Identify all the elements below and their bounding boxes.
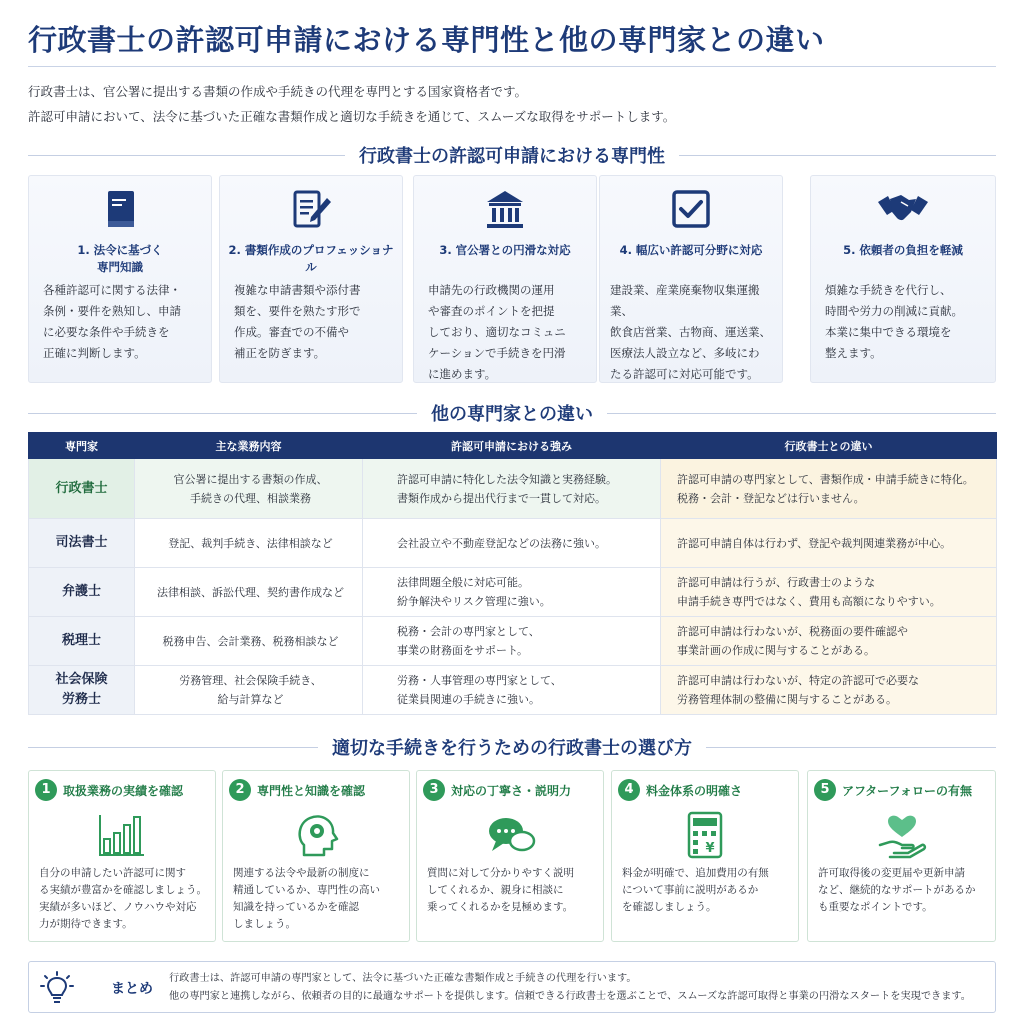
intro-line-1: 行政書士は、官公署に提出する書類の作成や手続きの代理を専門とする国家資格者です。 (28, 84, 528, 99)
comparison-table (28, 432, 997, 715)
handshake-icon (875, 182, 931, 238)
lightbulb-icon (39, 970, 75, 1006)
column-header-duties: 主な業務内容 (135, 433, 363, 459)
selection-card-title: 専門性と知識を確認 (257, 784, 366, 798)
heading-rule-right (679, 155, 996, 156)
row-expert-name: 弁護士 (29, 568, 135, 617)
row-difference: 許認可申請は行わないが、税務面の要件確認や 事業計画の作成に関与することがある。 (661, 617, 997, 666)
selection-card-desc: 自分の申請したい許認可に関す る実績が豊富かを確認しましょう。 実績が多いほど、ノウハウや対応 力が期待できます。 (39, 867, 207, 930)
selection-card-5 (807, 770, 996, 942)
heart-hand-icon (874, 809, 930, 861)
summary-box (28, 961, 996, 1013)
row-strength: 税務・会計の専門家として、 事業の財務面をサポート。 (363, 617, 661, 666)
table-row-zeirishi (29, 617, 997, 666)
chat-bubbles-icon (482, 809, 538, 861)
row-duties: 法律相談、訴訟代理、契約書作成など (135, 568, 363, 617)
heading-rule-left (28, 413, 417, 414)
expertise-card-desc: 建設業、産業廃棄物収集運搬業、 飲食店営業、古物商、運送業、 医療法人設立など、多岐にわ たる許認可に対応可能です。 (610, 283, 771, 381)
selection-card-1 (28, 770, 216, 942)
selection-card-2 (222, 770, 410, 942)
row-duties: 登記、裁判手続き、法律相談など (135, 519, 363, 568)
heading-rule-right (706, 747, 996, 748)
heading-rule-left (28, 155, 345, 156)
expertise-card-desc: 各種許認可に関する法律・ 条例・要件を熟知し、申請 に必要な条件や手続きを 正確に判断します。 (43, 283, 181, 360)
summary-label: まとめ (111, 981, 153, 997)
expertise-card-title: 1. 法令に基づく 専門知識 (77, 243, 163, 274)
table-row-bengoshi (29, 568, 997, 617)
selection-card-title: 対応の丁寧さ・説明力 (451, 784, 572, 798)
expertise-card-2 (219, 175, 403, 383)
selection-card-desc: 関連する法令や最新の制度に 精通しているか、専門性の高い 知識を持っているかを確認 しましょう。 (233, 867, 380, 930)
selection-card-3 (416, 770, 604, 942)
expertise-card-title: 3. 官公署との円滑な対応 (439, 243, 571, 257)
law-book-icon (92, 182, 148, 238)
intro-line-2: 許認可申請において、法令に基づいた正確な書類作成と適切な手続きを通じて、スムーズな取得をサポートします。 (28, 109, 676, 124)
summary-line-1: 行政書士は、許認可申請の専門家として、法令に基づいた正確な書類作成と手続きの代理を行います。 (169, 973, 637, 984)
expertise-card-title: 4. 幅広い許認可分野に対応 (619, 243, 763, 257)
government-building-icon (477, 182, 533, 238)
selection-card-title: 取扱業務の実績を確認 (63, 784, 184, 798)
row-duties: 労務管理、社会保険手続き、 給与計算など (135, 666, 363, 715)
row-duties: 官公署に提出する書類の作成、 手続きの代理、相談業務 (135, 459, 363, 519)
row-expert-name: 税理士 (29, 617, 135, 666)
heading-rule-right (607, 413, 996, 414)
row-strength: 労務・人事管理の専門家として、 従業員関連の手続きに強い。 (363, 666, 661, 715)
table-header-row (29, 433, 997, 459)
row-difference: 許認可申請は行わないが、特定の許認可で必要な 労務管理体制の整備に関与することがある。 (661, 666, 997, 715)
column-header-strength: 許認可申請における強み (363, 433, 661, 459)
step-number-badge: 3 (423, 779, 445, 801)
expertise-card-desc: 複雑な申請書類や添付書 類を、要件を熟たす形で 作成。審査での不備や 補正を防ぎます。 (234, 283, 361, 360)
step-number-badge: 2 (229, 779, 251, 801)
selection-heading-text: 適切な手続きを行うための行政書士の選び方 (332, 738, 692, 759)
page-title: 行政書士の許認可申請における専門性と他の専門家との違い (28, 23, 825, 57)
heading-rule-left (28, 747, 318, 748)
selection-card-title: アフターフォローの有無 (842, 784, 972, 798)
expertise-card-desc: 煩雑な手続きを代行し、 時間や労力の削減に貢献。 本業に集中できる環境を 整えます。 (825, 283, 963, 360)
expertise-section-heading (28, 143, 996, 167)
selection-card-desc: 料金が明確で、追加費用の有無 について事前に説明があるか を確認しましょう。 (622, 867, 769, 913)
row-strength: 許認可申請に特化した法令知識と実務経験。 書類作成から提出代行まで一貫して対応。 (363, 459, 661, 519)
summary-line-2: 他の専門家と連携しながら、依頼者の目的に最適なサポートを提供します。信頼できる行政書士を選ぶことで、スムーズな許認可取得と事業の円滑なスタートを実現できます。 (169, 991, 971, 1002)
step-number-badge: 1 (35, 779, 57, 801)
checkbox-icon (663, 182, 719, 238)
row-duties: 税務申告、会計業務、税務相談など (135, 617, 363, 666)
row-expert-name: 司法書士 (29, 519, 135, 568)
selection-card-4 (611, 770, 799, 942)
expertise-card-title: 2. 書類作成のプロフェッショナル (228, 243, 394, 274)
comparison-section-heading (28, 401, 996, 425)
svg-text:¥: ¥ (705, 841, 715, 856)
table-row-gyoseishoshi (29, 459, 997, 519)
row-strength: 会社設立や不動産登記などの法務に強い。 (363, 519, 661, 568)
row-difference: 許認可申請自体は行わず、登記や裁判関連業務が中心。 (661, 519, 997, 568)
selection-section-heading (28, 735, 996, 759)
expertise-card-desc: 申請先の行政機関の運用 や審査のポイントを把提 しており、適切なコミュニ ケーションで手続きを円滑 に進めます。 (428, 283, 566, 381)
row-difference: 許認可申請の専門家として、書類作成・申請手続きに特化。 税務・会計・登記などは行いません。 (661, 459, 997, 519)
row-difference: 許認可申請は行うが、行政書士のような 申請手続き専門ではなく、費用も高額になりやすい。 (661, 568, 997, 617)
expertise-card-title: 5. 依頼者の負担を軽減 (843, 243, 963, 257)
selection-card-desc: 許可取得後の変更届や更新申請 など、継続的なサポートがあるか も重要なポイントです。 (818, 867, 976, 913)
column-header-expert: 専門家 (29, 433, 135, 459)
step-number-badge: 4 (618, 779, 640, 801)
column-header-difference: 行政書士との違い (661, 433, 997, 459)
expertise-card-1 (28, 175, 212, 383)
expertise-card-5 (810, 175, 996, 383)
summary-text (169, 970, 989, 1006)
selection-card-desc: 質問に対して分かりやすく説明 してくれるか、親身に相談に 乗ってくれるかを見極めます。 (427, 867, 574, 913)
step-number-badge: 5 (814, 779, 836, 801)
table-row-sharoshi (29, 666, 997, 715)
table-row-shihoshoshi (29, 519, 997, 568)
row-strength: 法律問題全般に対応可能。 紛争解決やリスク管理に強い。 (363, 568, 661, 617)
brain-head-icon (288, 809, 344, 861)
bar-chart-icon (94, 809, 150, 861)
expertise-heading-text: 行政書士の許認可申請における専門性 (359, 146, 665, 167)
calculator-icon (677, 809, 733, 861)
expertise-card-4 (599, 175, 783, 383)
document-pen-icon (283, 182, 339, 238)
expertise-card-3 (413, 175, 597, 383)
row-expert-name: 行政書士 (29, 459, 135, 519)
row-expert-name: 社会保険 労務士 (29, 666, 135, 715)
selection-card-title: 料金体系の明確さ (646, 784, 743, 798)
title-divider (28, 66, 996, 67)
comparison-heading-text: 他の専門家との違い (431, 404, 593, 425)
